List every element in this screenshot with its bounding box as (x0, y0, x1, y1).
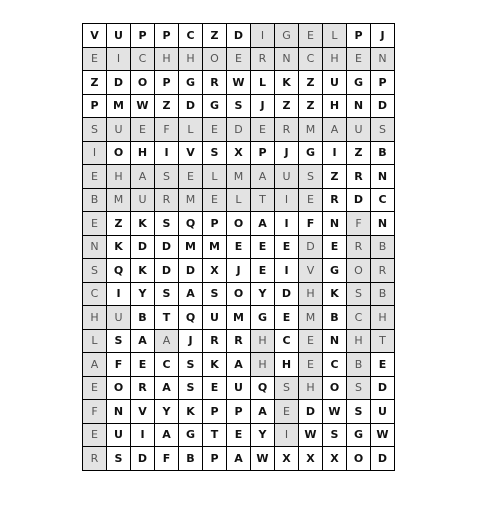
grid-cell[interactable]: K (275, 71, 299, 95)
grid-cell[interactable]: N (323, 329, 347, 353)
grid-cell[interactable]: A (179, 282, 203, 306)
grid-cell[interactable]: A (155, 423, 179, 447)
grid-cell[interactable]: R (251, 47, 275, 71)
grid-cell[interactable]: G (275, 24, 299, 48)
grid-cell[interactable]: Y (251, 423, 275, 447)
grid-cell[interactable]: S (179, 353, 203, 377)
grid-cell[interactable]: X (275, 447, 299, 471)
grid-cell[interactable]: M (299, 118, 323, 142)
grid-cell[interactable]: A (251, 165, 275, 189)
grid-cell[interactable]: V (299, 259, 323, 283)
grid-cell[interactable]: S (347, 400, 371, 424)
grid-cell[interactable]: G (323, 259, 347, 283)
grid-cell[interactable]: D (179, 259, 203, 283)
grid-cell[interactable]: S (179, 376, 203, 400)
grid-cell[interactable]: K (131, 259, 155, 283)
grid-cell[interactable]: U (107, 24, 131, 48)
grid-cell[interactable]: V (179, 141, 203, 165)
grid-cell[interactable]: P (347, 24, 371, 48)
grid-cell[interactable]: R (227, 329, 251, 353)
grid-cell[interactable]: S (155, 212, 179, 236)
grid-cell[interactable]: R (323, 188, 347, 212)
grid-cell[interactable]: D (299, 235, 323, 259)
grid-cell[interactable]: P (203, 447, 227, 471)
grid-row (83, 24, 395, 48)
grid-row (83, 188, 395, 212)
grid-cell[interactable]: J (275, 141, 299, 165)
grid-cell[interactable]: D (371, 447, 395, 471)
grid-cell[interactable]: M (107, 188, 131, 212)
grid-cell[interactable]: Z (275, 94, 299, 118)
grid-cell[interactable]: X (203, 259, 227, 283)
grid-cell[interactable]: U (275, 165, 299, 189)
grid-cell[interactable]: L (227, 188, 251, 212)
grid-cell[interactable]: K (323, 282, 347, 306)
grid-cell[interactable]: H (371, 306, 395, 330)
grid-cell[interactable]: E (83, 47, 107, 71)
grid-cell[interactable]: V (83, 24, 107, 48)
grid-row (83, 94, 395, 118)
grid-cell[interactable]: A (155, 376, 179, 400)
grid-cell[interactable]: Z (323, 165, 347, 189)
grid-cell[interactable]: N (371, 212, 395, 236)
grid-cell[interactable]: U (107, 306, 131, 330)
grid-row (83, 235, 395, 259)
grid-cell[interactable]: U (203, 306, 227, 330)
grid-cell[interactable]: R (131, 376, 155, 400)
grid-cell[interactable]: A (155, 329, 179, 353)
grid-cell[interactable]: X (323, 447, 347, 471)
grid-cell[interactable]: N (275, 47, 299, 71)
grid-cell[interactable]: E (83, 423, 107, 447)
grid-cell[interactable]: S (107, 329, 131, 353)
grid-cell[interactable]: B (83, 188, 107, 212)
grid-cell[interactable]: E (83, 212, 107, 236)
grid-cell[interactable]: G (179, 423, 203, 447)
grid-cell[interactable]: U (107, 118, 131, 142)
grid-cell[interactable]: E (323, 235, 347, 259)
grid-cell[interactable]: G (251, 306, 275, 330)
grid-cell[interactable]: E (371, 353, 395, 377)
grid-cell[interactable]: R (83, 447, 107, 471)
grid-row (83, 282, 395, 306)
grid-row (83, 141, 395, 165)
grid-cell[interactable]: I (275, 188, 299, 212)
grid-cell[interactable]: A (131, 165, 155, 189)
grid-cell[interactable]: E (299, 353, 323, 377)
grid-cell[interactable]: O (347, 259, 371, 283)
grid-cell[interactable]: C (347, 306, 371, 330)
grid-row (83, 212, 395, 236)
grid-cell[interactable]: Z (155, 94, 179, 118)
grid-row (83, 47, 395, 71)
grid-cell[interactable]: Y (155, 400, 179, 424)
grid-cell[interactable]: O (347, 447, 371, 471)
grid-cell[interactable]: E (275, 235, 299, 259)
grid-cell[interactable]: L (83, 329, 107, 353)
grid-cell[interactable]: O (227, 282, 251, 306)
grid-cell[interactable]: D (107, 71, 131, 95)
grid-cell[interactable]: E (275, 400, 299, 424)
grid-cell[interactable]: I (275, 212, 299, 236)
grid-cell[interactable]: X (227, 141, 251, 165)
grid-cell[interactable]: B (371, 141, 395, 165)
grid-cell[interactable]: T (371, 329, 395, 353)
grid-cell[interactable]: N (107, 400, 131, 424)
word-search-grid (82, 23, 395, 471)
grid-cell[interactable]: C (299, 47, 323, 71)
grid-cell[interactable]: H (251, 353, 275, 377)
grid-cell[interactable]: D (347, 188, 371, 212)
grid-cell[interactable]: Z (347, 141, 371, 165)
grid-cell[interactable]: L (251, 71, 275, 95)
grid-cell[interactable]: S (347, 282, 371, 306)
grid-cell[interactable]: W (227, 71, 251, 95)
grid-cell[interactable]: E (227, 423, 251, 447)
grid-cell[interactable]: P (203, 212, 227, 236)
grid-cell[interactable]: D (155, 235, 179, 259)
grid-cell[interactable]: W (251, 447, 275, 471)
grid-cell[interactable]: H (83, 306, 107, 330)
grid-cell[interactable]: P (83, 94, 107, 118)
grid-cell[interactable]: E (299, 329, 323, 353)
grid-cell[interactable]: H (251, 329, 275, 353)
grid-cell[interactable]: Q (179, 212, 203, 236)
grid-cell[interactable]: U (323, 71, 347, 95)
grid-cell[interactable]: S (203, 141, 227, 165)
grid-cell[interactable]: A (227, 447, 251, 471)
grid-cell[interactable]: I (83, 141, 107, 165)
grid-cell[interactable]: E (203, 376, 227, 400)
grid-cell[interactable]: D (179, 94, 203, 118)
grid-cell[interactable]: E (251, 118, 275, 142)
grid-cell[interactable]: U (131, 188, 155, 212)
grid-cell[interactable]: E (299, 24, 323, 48)
grid-cell[interactable]: C (83, 282, 107, 306)
grid-cell[interactable]: L (323, 24, 347, 48)
grid-cell[interactable]: I (131, 423, 155, 447)
grid-cell[interactable]: B (179, 447, 203, 471)
grid-cell[interactable]: F (107, 353, 131, 377)
grid-cell[interactable]: I (275, 259, 299, 283)
grid-cell[interactable]: R (275, 118, 299, 142)
grid-cell[interactable]: C (155, 353, 179, 377)
grid-row (83, 71, 395, 95)
grid-cell[interactable]: G (347, 423, 371, 447)
grid-cell[interactable]: S (323, 423, 347, 447)
grid-cell[interactable]: E (251, 235, 275, 259)
grid-cell[interactable]: B (131, 306, 155, 330)
grid-cell[interactable]: N (371, 47, 395, 71)
grid-cell[interactable]: Q (251, 376, 275, 400)
grid-cell[interactable]: H (155, 47, 179, 71)
grid-cell[interactable]: L (203, 165, 227, 189)
grid-cell[interactable]: S (371, 118, 395, 142)
grid-cell[interactable]: N (371, 165, 395, 189)
grid-cell[interactable]: H (179, 47, 203, 71)
grid-cell[interactable]: F (155, 447, 179, 471)
grid-cell[interactable]: H (347, 329, 371, 353)
grid-cell[interactable]: E (203, 188, 227, 212)
grid-cell[interactable]: L (179, 118, 203, 142)
grid-cell[interactable]: E (347, 47, 371, 71)
grid-cell[interactable]: Q (179, 306, 203, 330)
grid-cell[interactable]: C (323, 353, 347, 377)
grid-cell[interactable]: R (347, 235, 371, 259)
grid-cell[interactable]: Y (251, 282, 275, 306)
grid-cell[interactable]: C (371, 188, 395, 212)
grid-cell[interactable]: G (299, 141, 323, 165)
grid-cell[interactable]: D (227, 118, 251, 142)
grid-cell[interactable]: S (155, 282, 179, 306)
grid-cell[interactable]: M (179, 235, 203, 259)
grid-row (83, 329, 395, 353)
grid-cell[interactable]: M (227, 165, 251, 189)
grid-cell[interactable]: E (275, 306, 299, 330)
grid-cell[interactable]: W (131, 94, 155, 118)
grid-cell[interactable]: A (83, 353, 107, 377)
grid-cell[interactable]: E (131, 118, 155, 142)
grid-cell[interactable]: D (131, 447, 155, 471)
grid-cell[interactable]: F (155, 118, 179, 142)
grid-cell[interactable]: A (323, 118, 347, 142)
grid-cell[interactable]: R (203, 329, 227, 353)
grid-cell[interactable]: D (155, 259, 179, 283)
grid-row (83, 447, 395, 471)
grid-row (83, 423, 395, 447)
grid-cell[interactable]: D (131, 235, 155, 259)
grid-cell[interactable]: N (347, 94, 371, 118)
grid-cell[interactable]: F (299, 212, 323, 236)
grid-cell[interactable]: M (227, 306, 251, 330)
grid-cell[interactable]: M (299, 306, 323, 330)
grid-cell[interactable]: O (107, 141, 131, 165)
grid-cell[interactable]: E (227, 47, 251, 71)
grid-cell[interactable]: S (347, 376, 371, 400)
grid-cell[interactable]: U (371, 400, 395, 424)
grid-cell[interactable]: G (347, 71, 371, 95)
grid-cell[interactable]: D (275, 282, 299, 306)
grid-cell[interactable]: Q (107, 259, 131, 283)
grid-cell[interactable]: K (131, 212, 155, 236)
grid-cell[interactable]: I (107, 47, 131, 71)
grid-cell[interactable]: U (107, 423, 131, 447)
grid-cell[interactable]: N (83, 235, 107, 259)
grid-cell[interactable]: H (275, 353, 299, 377)
grid-cell[interactable]: J (179, 329, 203, 353)
grid-cell[interactable]: B (347, 353, 371, 377)
grid-cell[interactable]: D (371, 376, 395, 400)
grid-cell[interactable]: H (299, 282, 323, 306)
grid-cell[interactable]: E (227, 235, 251, 259)
grid-row (83, 306, 395, 330)
grid-cell[interactable]: O (131, 71, 155, 95)
grid-cell[interactable]: K (203, 353, 227, 377)
grid-cell[interactable]: R (347, 165, 371, 189)
grid-cell[interactable]: E (83, 376, 107, 400)
grid-cell[interactable]: Z (299, 71, 323, 95)
grid-cell[interactable]: P (371, 71, 395, 95)
grid-cell[interactable]: H (107, 165, 131, 189)
grid-row (83, 165, 395, 189)
grid-cell[interactable]: I (155, 141, 179, 165)
grid-cell[interactable]: S (227, 94, 251, 118)
grid-cell[interactable]: I (107, 282, 131, 306)
grid-cell[interactable]: C (131, 47, 155, 71)
grid-row (83, 376, 395, 400)
grid-cell[interactable]: P (203, 400, 227, 424)
grid-cell[interactable]: T (251, 188, 275, 212)
grid-cell[interactable]: H (131, 141, 155, 165)
grid-cell[interactable]: K (179, 400, 203, 424)
grid-cell[interactable]: D (299, 400, 323, 424)
grid-cell[interactable]: B (371, 235, 395, 259)
grid-cell[interactable]: S (107, 447, 131, 471)
grid-cell[interactable]: V (131, 400, 155, 424)
grid-cell[interactable]: I (251, 24, 275, 48)
grid-cell[interactable]: G (179, 71, 203, 95)
grid-cell[interactable]: P (251, 141, 275, 165)
grid-cell[interactable]: E (131, 353, 155, 377)
grid-cell[interactable]: S (203, 282, 227, 306)
grid-cell[interactable]: Z (203, 24, 227, 48)
grid-cell[interactable]: H (323, 47, 347, 71)
grid-cell[interactable]: C (179, 24, 203, 48)
grid-cell[interactable]: D (371, 94, 395, 118)
grid-cell[interactable]: T (203, 423, 227, 447)
grid-cell[interactable]: J (251, 94, 275, 118)
grid-cell[interactable]: O (227, 212, 251, 236)
grid-cell[interactable]: A (251, 212, 275, 236)
grid-cell[interactable]: W (323, 400, 347, 424)
grid-cell[interactable]: M (107, 94, 131, 118)
grid-cell[interactable]: U (347, 118, 371, 142)
grid-cell[interactable]: E (179, 165, 203, 189)
grid-cell[interactable]: P (227, 400, 251, 424)
grid-cell[interactable]: E (203, 118, 227, 142)
grid-cell[interactable]: O (203, 47, 227, 71)
grid-cell[interactable]: M (179, 188, 203, 212)
grid-cell[interactable]: P (131, 24, 155, 48)
grid-cell[interactable]: H (323, 94, 347, 118)
grid-cell[interactable]: Z (107, 212, 131, 236)
grid-cell[interactable]: F (83, 400, 107, 424)
grid-cell[interactable]: R (203, 71, 227, 95)
grid-cell[interactable]: A (131, 329, 155, 353)
grid-cell[interactable]: D (227, 24, 251, 48)
grid-cell[interactable]: Y (131, 282, 155, 306)
grid-cell[interactable]: I (275, 423, 299, 447)
grid-cell[interactable]: F (347, 212, 371, 236)
grid-row (83, 118, 395, 142)
grid-cell[interactable]: S (275, 376, 299, 400)
grid-cell[interactable]: T (155, 306, 179, 330)
grid-row (83, 259, 395, 283)
grid-cell[interactable]: E (299, 188, 323, 212)
grid-cell[interactable]: E (251, 259, 275, 283)
grid-cell[interactable]: N (323, 212, 347, 236)
grid-cell[interactable]: J (371, 24, 395, 48)
grid-cell[interactable]: S (299, 165, 323, 189)
grid-cell[interactable]: O (323, 376, 347, 400)
grid-cell[interactable]: I (323, 141, 347, 165)
grid-cell[interactable]: A (251, 400, 275, 424)
grid-cell[interactable]: U (227, 376, 251, 400)
grid-cell[interactable]: W (299, 423, 323, 447)
grid-cell[interactable]: J (227, 259, 251, 283)
grid-cell[interactable]: S (155, 165, 179, 189)
grid-row (83, 400, 395, 424)
grid-cell[interactable]: G (203, 94, 227, 118)
grid-cell[interactable]: X (299, 447, 323, 471)
grid-cell[interactable]: B (371, 282, 395, 306)
grid-cell[interactable]: R (155, 188, 179, 212)
grid-cell[interactable]: Z (299, 94, 323, 118)
grid-cell[interactable]: P (155, 24, 179, 48)
grid-cell[interactable]: S (83, 118, 107, 142)
grid-cell[interactable]: R (371, 259, 395, 283)
grid-cell[interactable]: C (275, 329, 299, 353)
grid-cell[interactable]: O (107, 376, 131, 400)
grid-cell[interactable]: W (371, 423, 395, 447)
grid-cell[interactable]: E (83, 165, 107, 189)
grid-cell[interactable]: S (83, 259, 107, 283)
grid-cell[interactable]: B (323, 306, 347, 330)
grid-row (83, 353, 395, 377)
grid-cell[interactable]: P (155, 71, 179, 95)
grid-cell[interactable]: K (107, 235, 131, 259)
grid-cell[interactable]: Z (83, 71, 107, 95)
grid-cell[interactable]: M (203, 235, 227, 259)
grid-cell[interactable]: H (299, 376, 323, 400)
grid-cell[interactable]: A (227, 353, 251, 377)
